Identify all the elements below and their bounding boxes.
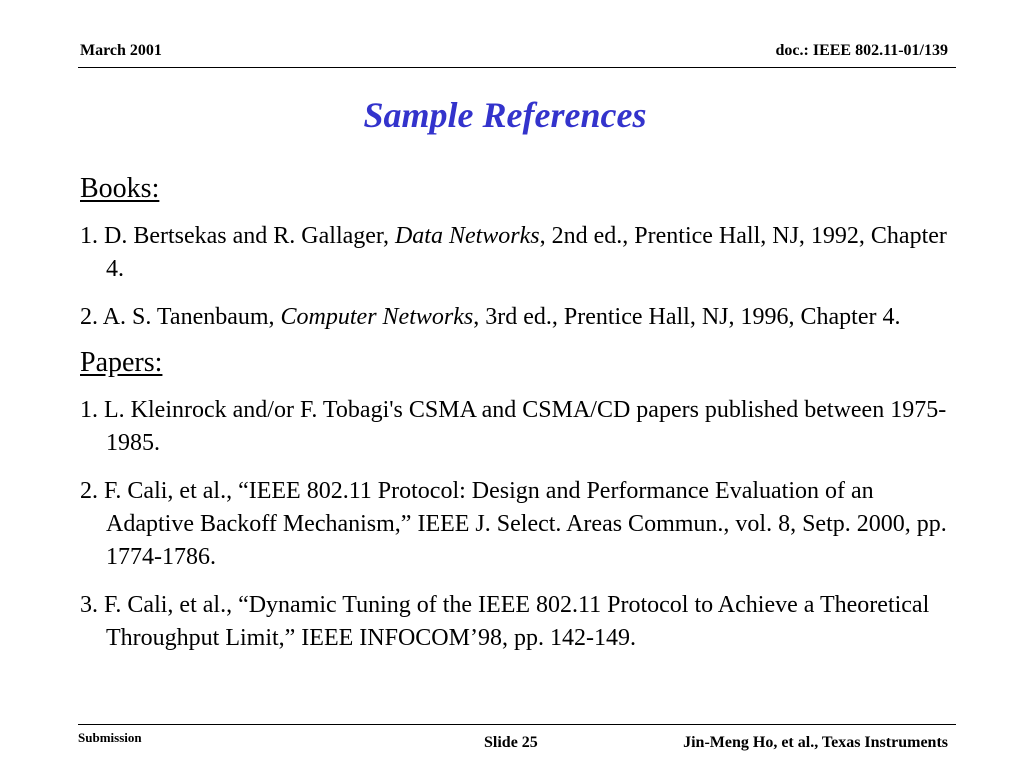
reference-text: L. Kleinrock and/or F. Tobagi's CSMA and CSMA/CD papers published between 1975-1985. xyxy=(104,397,947,456)
reference-details: , 2nd ed., Prentice Hall, NJ, 1992, Chapter 4. xyxy=(106,223,947,282)
book-reference-1 xyxy=(80,220,950,286)
footer-submission: Submission xyxy=(78,730,142,745)
slide-title: Sample References xyxy=(363,95,647,135)
reference-text: F. Cali, et al., “IEEE 802.11 Protocol: Design and Performance Evaluation of an Adaptive Backoff Mechanism,” IEEE J. Select. Areas Commun., vol. 8, Setp. 2000, pp. 1774-1786. xyxy=(104,478,947,570)
papers-heading: Papers: xyxy=(80,347,163,378)
books-heading: Books: xyxy=(80,173,160,204)
header-doc-id: doc.: IEEE 802.11-01/139 xyxy=(775,42,948,59)
paper-reference-3 xyxy=(80,589,950,655)
reference-number: 2. xyxy=(80,304,98,330)
reference-number: 1. xyxy=(80,223,98,249)
slide-body xyxy=(80,170,950,655)
header-date: March 2001 xyxy=(80,42,162,59)
paper-reference-1 xyxy=(80,394,950,460)
footer-author: Jin-Meng Ho, et al., Texas Instruments xyxy=(683,734,948,751)
reference-authors: D. Bertsekas and R. Gallager, xyxy=(104,223,395,249)
reference-book-title: Computer Networks xyxy=(280,304,474,330)
reference-number: 2. xyxy=(80,478,98,504)
reference-details: , 3rd ed., Prentice Hall, NJ, 1996, Chapter 4. xyxy=(473,304,901,330)
book-reference-2 xyxy=(80,301,950,334)
reference-number: 3. xyxy=(80,592,98,618)
reference-text: F. Cali, et al., “Dynamic Tuning of the IEEE 802.11 Protocol to Achieve a Theoretical Throughput Limit,” IEEE INFOCOM’98, pp. 142-149. xyxy=(104,592,930,651)
paper-reference-2 xyxy=(80,475,950,574)
footer-slide-number: Slide 25 xyxy=(484,734,538,751)
reference-book-title: Data Networks xyxy=(394,223,540,249)
footer-divider xyxy=(78,724,956,725)
reference-authors: A. S. Tanenbaum, xyxy=(102,304,281,330)
header-divider xyxy=(78,67,956,68)
reference-number: 1. xyxy=(80,397,98,423)
